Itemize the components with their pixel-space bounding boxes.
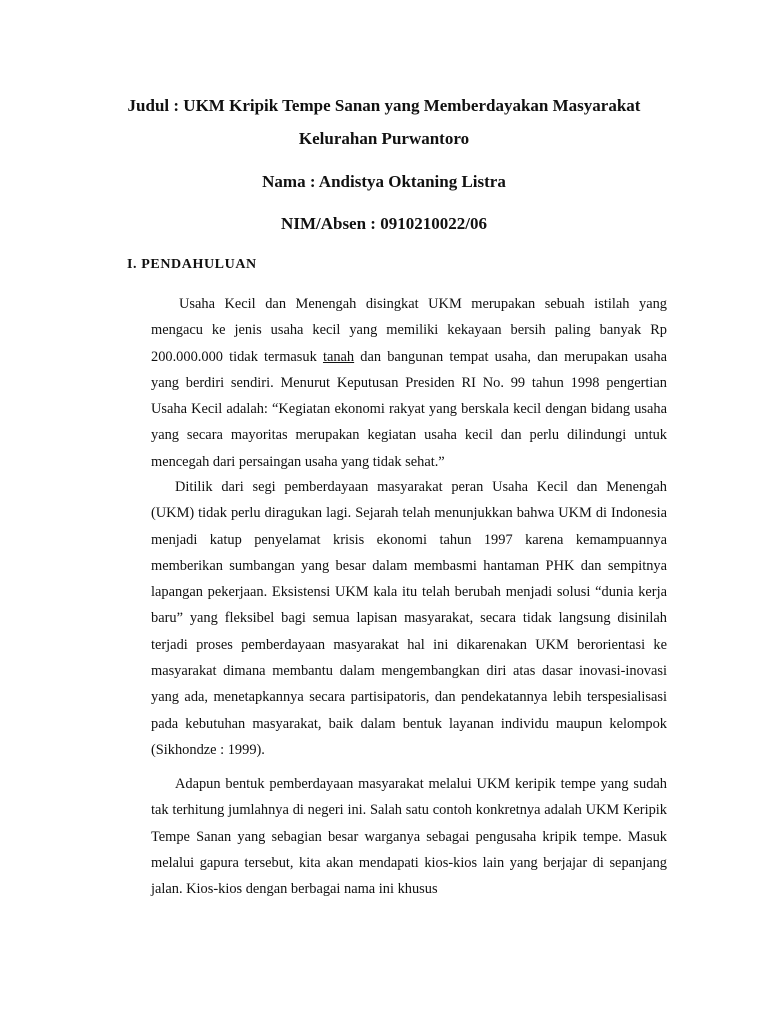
student-id: NIM/Absen : 0910210022/06 bbox=[281, 214, 487, 233]
paragraph-1-text-start: Usaha Kecil dan Menengah disingkat UKM merupakan sebuah istilah yang mengacu ke jenis usaha kecil yang memiliki kekayaan bersih paling banyak Rp 200.000.000 tidak termasuk bbox=[151, 296, 667, 365]
underlined-word: tanah bbox=[322, 348, 355, 365]
author-name: Nama : Andistya Oktaning Listra bbox=[262, 172, 506, 191]
paragraph-1 bbox=[151, 291, 667, 475]
document-title-line-2: Kelurahan Purwantoro bbox=[298, 129, 470, 148]
document-title-line-1: Judul : UKM Kripik Tempe Sanan yang Memberdayakan Masyarakat bbox=[127, 96, 641, 115]
paragraph-3: Adapun bentuk pemberdayaan masyarakat melalui UKM keripik tempe yang sudah tak terhitung jumlahnya di negeri ini. Salah satu contoh konkretnya adalah UKM Keripik Tempe Sanan yang sebagian besar warganya sebagai pengusaha kripik tempe. Masuk melalui gapura tersebut, kita akan mendapati kios-kios lain yang berjajar di sepanjang jalan. Kios-kios dengan berbagai nama ini khusus bbox=[151, 776, 667, 898]
paragraph-2: Ditilik dari segi pemberdayaan masyarakat peran Usaha Kecil dan Menengah (UKM) tidak perlu diragukan lagi. Sejarah telah menunjukkan bahwa UKM di Indonesia menjadi katup penyelamat krisis ekonomi tahun 1997 karena kemampuannya memberikan sumbangan yang besar dalam membasmi hantaman PHK dan sempitnya lapangan pekerjaan. Eksistensi UKM kala itu telah berubah menjadi solusi “dunia kerja baru” yang fleksibel bagi semua lapisan masyarakat, secara tidak langsung disinilah terjadi proses pemberdayaan masyarakat hal ini dikarenakan UKM berorientasi ke masyarakat dimana membantu dalam mengembangkan diri atas dasar inovasi-inovasi yang ada, menetapkannya secara partisipatoris, dan pendekatannya lebih terspesialisasi pada kebutuhan masyarakat, baik dalam bentuk layanan individu maupun kelompok (Sikhondze : 1999). bbox=[151, 479, 667, 758]
section-heading: I. PENDAHULUAN bbox=[127, 257, 257, 272]
paragraph-1-text-end: dan bangunan tempat usaha, dan merupakan usaha yang berdiri sendiri. Menurut Keputusan Presiden RI No. 99 tahun 1998 pengertian Usaha Kecil adalah: “Kegiatan ekonomi rakyat yang berskala kecil dengan bidang usaha yang secara mayoritas merupakan kegiatan usaha kecil dan perlu dilindungi untuk mencegah dari persaingan usaha yang tidak sehat.” bbox=[151, 348, 667, 470]
